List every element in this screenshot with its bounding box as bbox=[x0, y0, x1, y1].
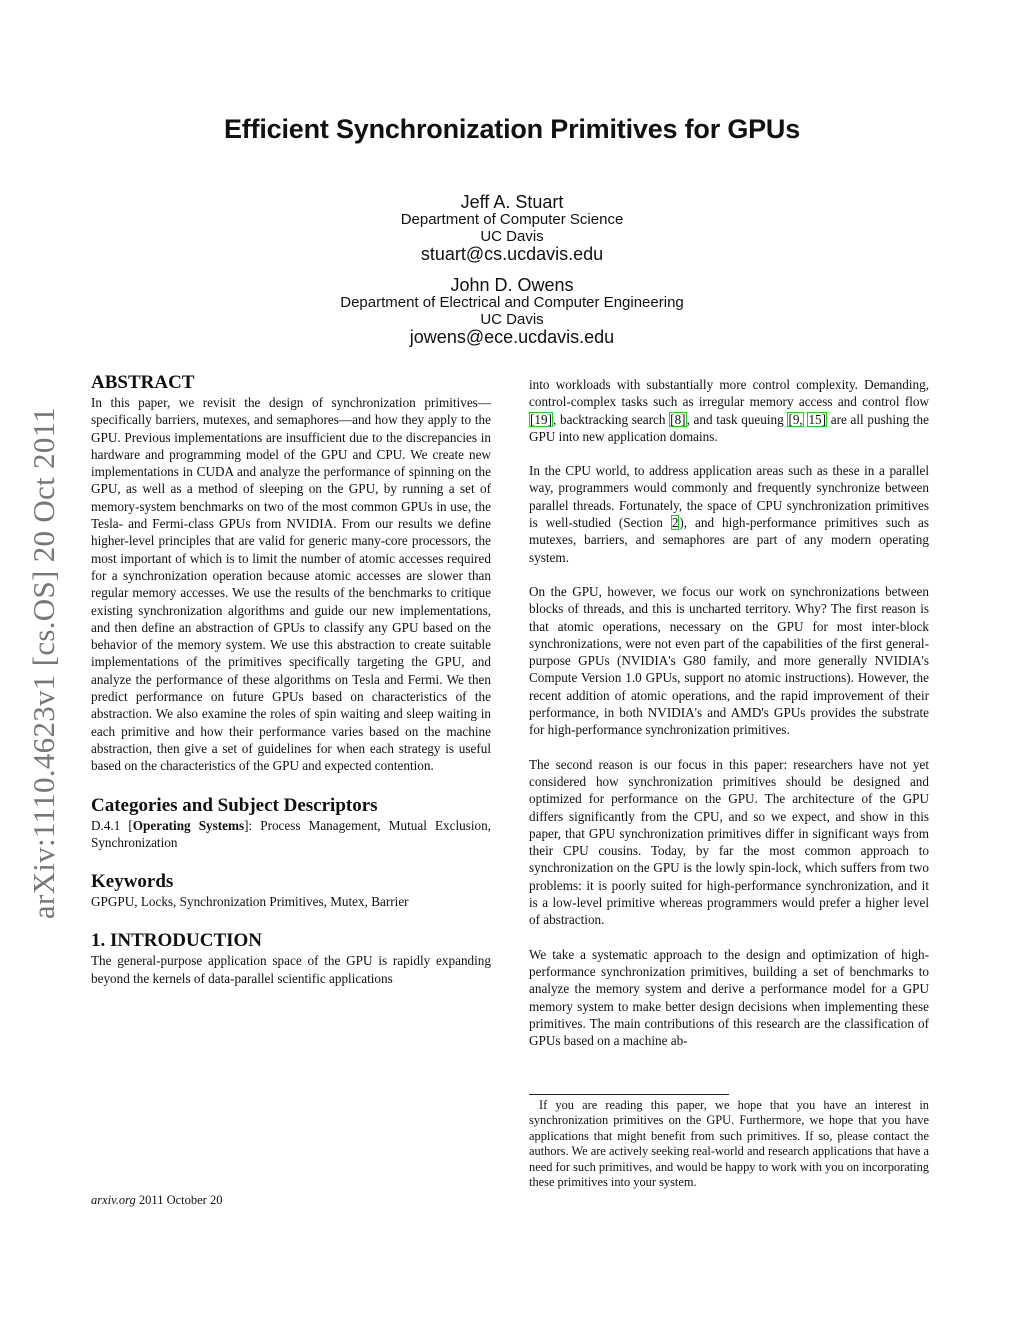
right-column bbox=[529, 376, 929, 1049]
citation-link[interactable]: [8] bbox=[670, 411, 686, 427]
categories-rest: ]: Process Management, Mutual Exclusion, Synchronization bbox=[91, 817, 491, 850]
introduction-heading: 1. INTRODUCTION bbox=[91, 930, 263, 952]
introduction-paragraph-1 bbox=[529, 376, 929, 445]
categories-text bbox=[91, 817, 491, 852]
citation-link[interactable]: [9, bbox=[788, 411, 803, 427]
author-department: Department of Computer Science bbox=[400, 211, 624, 229]
text-run: In the CPU world, to address application areas such as these in a parallel way, programmers would commonly and frequently synchronize between parallel threads. Fortunately, the space of CPU synchronization primitives is well-studied (Section bbox=[529, 463, 929, 531]
arxiv-stamp bbox=[20, 368, 68, 958]
introduction-text-left: The general-purpose application space of the GPU is rapidly expanding beyond the kernels of data-parallel scientific applications bbox=[91, 953, 491, 986]
text-run: , backtracking search bbox=[552, 411, 670, 427]
section-link[interactable]: 2 bbox=[671, 515, 679, 531]
introduction-paragraph-4: The second reason is our focus in this paper: researchers have not yet considered how synchronization primitives should be designed and optimized for performance on the GPU. The architecture of the GPU differs significantly from the CPU, and so we expect, and show in this paper, that GPU synchronization primitives differ in significant ways from their CPU cousins. Today, by far the most common approach to synchronization on the GPU is the lowly spin-lock, which suffers from two problems: it is poorly suited for high-performance synchronization, and it is a low-level primitive whereas programmers would prefer a higher level of abstraction. bbox=[529, 756, 929, 928]
author-name: Jeff A. Stuart bbox=[460, 192, 564, 212]
introduction-paragraph-5: We take a systematic approach to the design and optimization of high-performance synchronization primitives, building a set of benchmarks to analyze the memory system and derive a performance model for a GPU memory system to make better design decisions when implementing these primitives. The main contributions of this research are the classification of GPUs based on a machine ab- bbox=[529, 946, 929, 1049]
text-run: are all pushing the GPU into new application domains. bbox=[529, 411, 929, 444]
introduction-paragraph-2 bbox=[529, 462, 929, 566]
arxiv-id: arXiv:1110.4623v1 [cs.OS] 20 Oct 2011 bbox=[26, 406, 61, 920]
text-run: , and task queuing bbox=[686, 411, 788, 427]
author-name: John D. Owens bbox=[450, 275, 574, 295]
introduction-paragraph-3: On the GPU, however, we focus our work on synchronizations between blocks of threads, and this is uncharted territory. Why? The first reason is that atomic operations, necessary on the GPU for most inter-block synchronizations, were not even part of the capabilities of the first general-purpose GPUs (NVIDIA's G80 family, and more generally NVIDIA's Compute Version 1.0 GPUs, support no atomic instructions). However, the recent addition of atomic operations, and the rapid improvement of their performance, in both NVIDIA's and AMD's GPUs provides the substrate for high-performance synchronization primitives. bbox=[529, 583, 929, 738]
abstract-text: In this paper, we revisit the design of synchronization primitives—specifically barriers, mutexes, and semaphores—and how they apply to the GPU. Previous implementations are insufficient due to the discrepancies in hardware and programming model of the GPU and CPU. We create new implementations in CUDA and analyze the performance of spinning on the GPU, as well as a method of sleeping on the GPU, by running a set of memory-system benchmarks on two of the most common GPUs in use, the Tesla- and Fermi-class GPUs from NVIDIA. From our results we define higher-level principles that are valid for generic many-core processors, the most important of which is to limit the number of atomic accesses required for a synchronization operation because atomic accesses are slower than regular memory accesses. We use the results of the benchmarks to critique existing synchronization algorithms and guide our new implementations, and then define an abstraction of GPUs to classify any GPU based on the behavior of the memory system. We use this abstraction to create suitable implementations of the primitives specifically targeting the GPU, and analyze the performance of these algorithms on Tesla and Fermi. We then predict performance on future GPUs based on characteristics of the abstraction. We also examine the roles of spin waiting and sleep waiting in each primitive and how their performance varies based on the machine abstraction, then give a set of guidelines for when each strategy is useful based on the characteristics of the GPU and expected contention. bbox=[91, 395, 491, 774]
author-institution: UC Davis bbox=[480, 227, 544, 245]
footnote: If you are reading this paper, we hope that you have an interest in synchronization primitives on the GPU. Furthermore, we hope that you have applications that might benefit from such primitives. If so, please contact the authors. We are actively seeking real-world and research applications that have a need for such primitives, and would be happy to work with you on incorporating these primitives into your system. bbox=[529, 1098, 929, 1190]
text-run: ), and high-performance primitives such as mutexes, barriers, and semaphores are part of any modern operating system. bbox=[529, 515, 930, 565]
paper-title: Efficient Synchronization Primitives for GPUs bbox=[223, 114, 801, 144]
categories-heading: Categories and Subject Descriptors bbox=[91, 794, 378, 816]
author-email: jowens@ece.ucdavis.edu bbox=[409, 326, 615, 347]
categories-bold-term: Operating Systems bbox=[132, 817, 245, 833]
citation-link[interactable]: [19] bbox=[530, 411, 552, 427]
footer-date: 2011 October 20 bbox=[135, 1193, 223, 1207]
abstract-heading: ABSTRACT bbox=[91, 372, 195, 393]
keywords-heading: Keywords bbox=[91, 871, 174, 893]
author-1 bbox=[0, 193, 1024, 264]
citation-link[interactable]: 15] bbox=[808, 411, 827, 427]
author-email: stuart@cs.ucdavis.edu bbox=[420, 243, 604, 264]
author-department: Department of Electrical and Computer Engineering bbox=[340, 294, 684, 312]
footer-site: arxiv.org bbox=[91, 1193, 136, 1207]
author-institution: UC Davis bbox=[480, 310, 544, 328]
page-footer bbox=[91, 1193, 222, 1208]
left-column bbox=[91, 372, 491, 987]
footnote-divider bbox=[529, 1094, 729, 1095]
author-2 bbox=[0, 276, 1024, 347]
text-run: into workloads with substantially more control complexity. Demanding, control-complex tasks such as irregular memory access and control flow bbox=[529, 377, 929, 410]
keywords-text: GPGPU, Locks, Synchronization Primitives, Mutex, Barrier bbox=[91, 894, 409, 910]
categories-code: D.4.1 [ bbox=[91, 817, 133, 833]
